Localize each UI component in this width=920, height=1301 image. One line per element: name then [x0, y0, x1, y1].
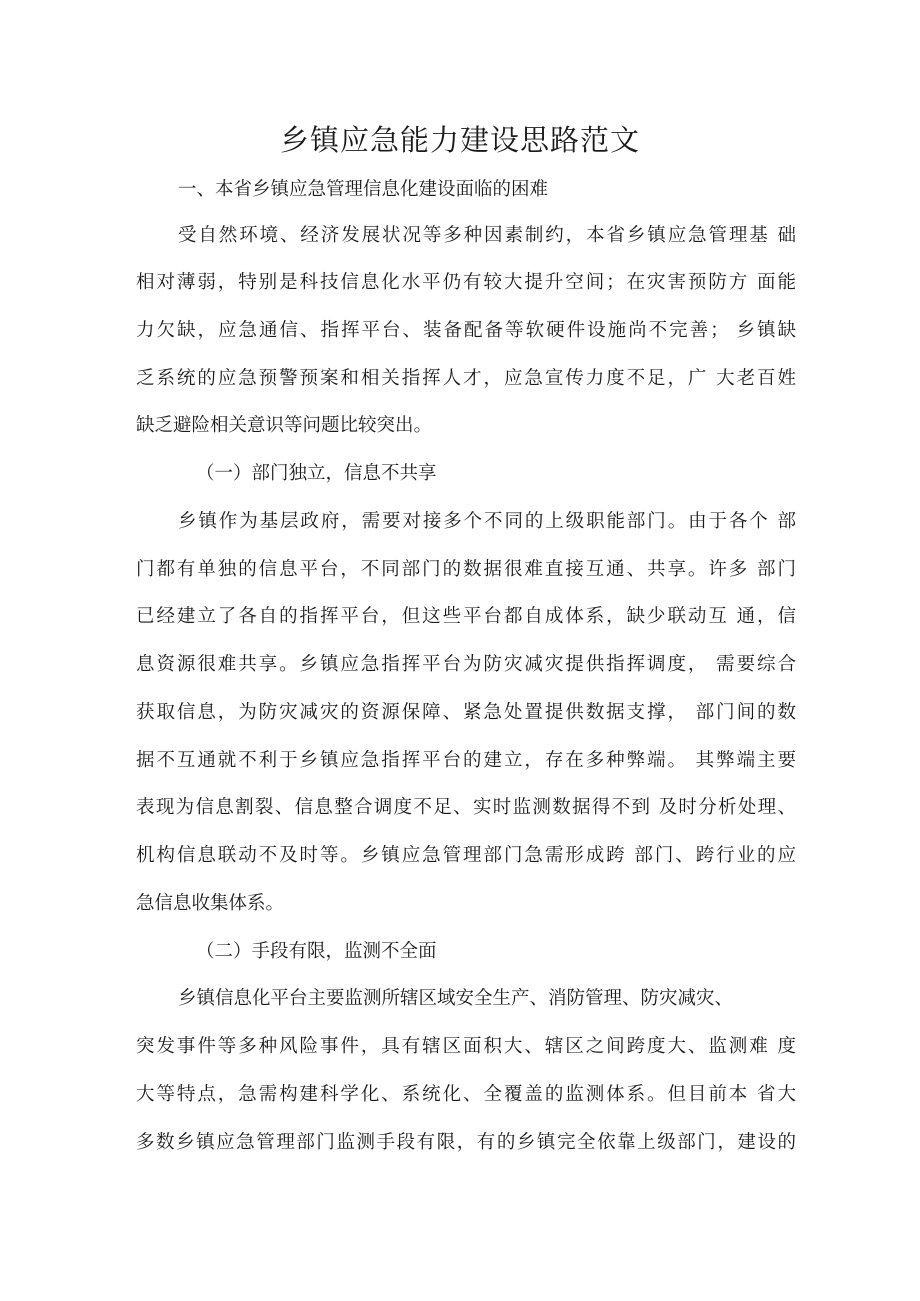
paragraph-line: 表现为信息割裂、信息整合调度不足、实时监测数据得不到 及时分析处理、	[136, 797, 796, 818]
subsection-heading: （一）部门独立，信息不共享	[196, 463, 437, 484]
paragraph-line: 急信息收集体系。	[136, 893, 285, 914]
subsection-heading: （二）手段有限，监测不全面	[196, 941, 437, 962]
paragraph-line: 力欠缺，应急通信、指挥平台、装备配备等软硬件设施尚不完善； 乡镇缺	[136, 320, 796, 341]
paragraph-line: 多数乡镇应急管理部门监测手段有限，有的乡镇完全依靠上级部门，建设的	[136, 1132, 796, 1153]
paragraph-line: 门都有单独的信息平台，不同部门的数据很难直接互通、共享。许多 部门	[136, 559, 796, 580]
paragraph-line: 机构信息联动不及时等。乡镇应急管理部门急需形成跨 部门、跨行业的应	[136, 845, 796, 866]
paragraph-line: 受自然环境、经济发展状况等多种因素制约，本省乡镇应急管理基 础	[178, 225, 796, 246]
paragraph-line: 乏系统的应急预警预案和相关指挥人才，应急宣传力度不足，广 大老百姓	[136, 368, 796, 389]
paragraph-line: 乡镇作为基层政府，需要对接多个不同的上级职能部门。由于各个 部	[178, 511, 796, 532]
paragraph-line: 缺乏避险相关意识等问题比较突出。	[136, 415, 433, 436]
paragraph-line: 相对薄弱，特别是科技信息化水平仍有较大提升空间；在灾害预防方 面能	[136, 272, 796, 293]
paragraph-line: 突发事件等多种风险事件，具有辖区面积大、辖区之间跨度大、监测难 度	[136, 1036, 796, 1057]
paragraph-line: 大等特点，急需构建科学化、系统化、全覆盖的监测体系。但目前本 省大	[136, 1084, 796, 1105]
document-title: 乡镇应急能力建设思路范文	[279, 123, 640, 157]
paragraph-line: 获取信息，为防灾减灾的资源保障、紧急处置提供数据支撑， 部门间的数	[136, 702, 796, 723]
paragraph-line: 据不互通就不利于乡镇应急指挥平台的建立，存在多种弊端。 其弊端主要	[136, 750, 796, 771]
paragraph-line: 已经建立了各自的指挥平台，但这些平台都自成体系，缺少联动互 通，信	[136, 606, 796, 627]
section-heading: 一、本省乡镇应急管理信息化建设面临的困难	[178, 179, 549, 200]
paragraph-line: 乡镇信息化平台主要监测所辖区域安全生产、消防管理、防灾减灾、	[178, 988, 734, 1009]
paragraph-line: 息资源很难共享。乡镇应急指挥平台为防灾减灾提供指挥调度， 需要综合	[136, 654, 796, 675]
